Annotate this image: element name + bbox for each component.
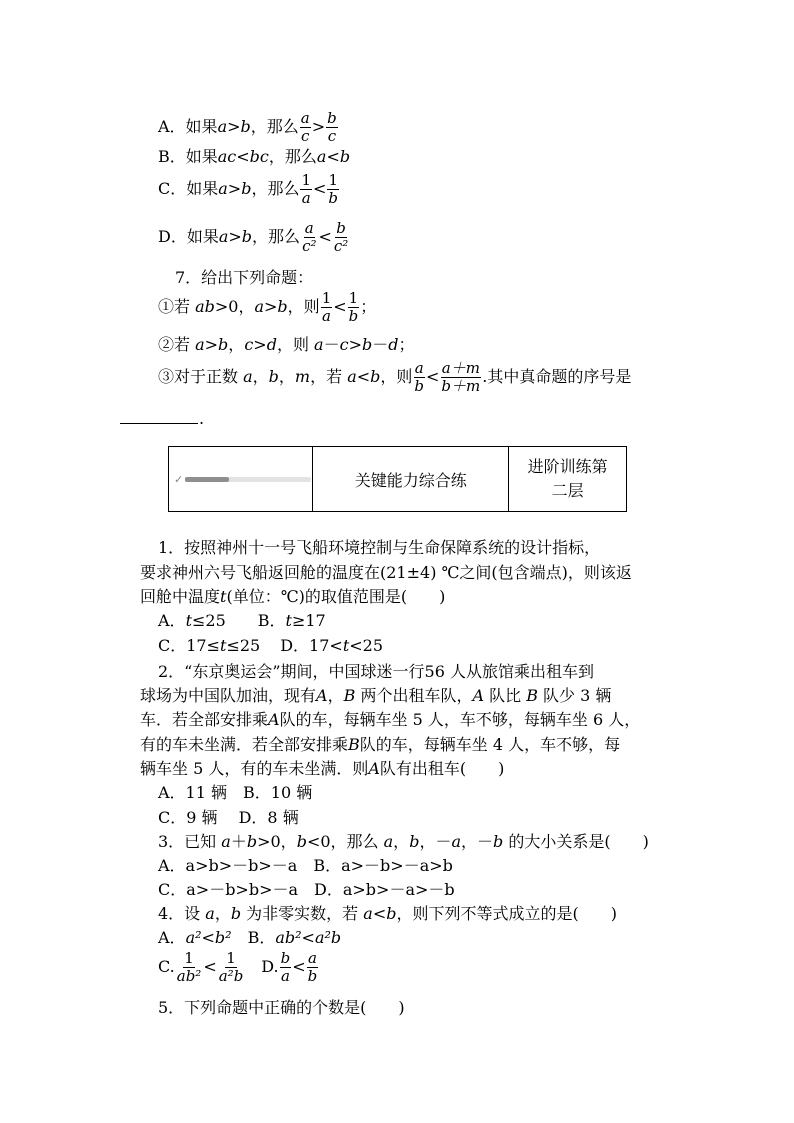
question-3-stem: 3．已知 a＋b>0，b<0，那么 a，b，－a，－b 的大小关系是( ) (158, 832, 649, 851)
question-1-line-2: 要求神州六号飞船返回舱的温度在(21±4) ℃之间(包含端点)，则该返 (140, 563, 632, 582)
fraction: $\frac{1}{a}$ (301, 171, 312, 207)
proposition-3: ③对于正数 a，b，m，若 a<b，则 $\frac{a}{b}$ < $\frac{a+m}{b+m}$ .其中真命题的序号是 (158, 359, 632, 395)
question-1-line-1: 1．按照神州十一号飞船环境控制与生命保障系统的设计指标， (158, 538, 601, 557)
option-b: B．如果ac<bc，那么a<b (158, 147, 351, 166)
question-2-options-ab: A．11 辆 B．10 辆 (158, 783, 313, 802)
question-4-options-cd: C. $\frac{1}{\text{ab²}}$ < $\frac{1}{\text{a²b}}$ D. $\frac{b}{a}$ < $\frac{a}{b}$ (158, 949, 318, 985)
progress-fill (185, 477, 229, 482)
check-icon: ✓ (174, 472, 184, 486)
fraction: $\frac{b}{a}$ (280, 949, 291, 985)
fraction: $\frac{b}{\text{c²}}$ (333, 219, 349, 255)
question-2-options-cd: C．9 辆 D．8 辆 (158, 808, 299, 827)
progress-cell (169, 447, 313, 512)
question-2-line-1: 2．“东京奥运会”期间，中国球迷一行56 人从旅馆乘出租车到 (158, 662, 594, 681)
question-4-options-ab: A．a²<b² B．ab²<a²b (158, 928, 342, 947)
fraction: $\frac{1}{b}$ (328, 171, 339, 207)
question-1-options-ab: A．t≤25 B．t≥17 (158, 611, 326, 630)
fraction: $\frac{a}{c}$ (300, 109, 310, 145)
question-7-stem: 7．给出下列命题： (175, 268, 314, 287)
option-d: D．如果a>b，那么 $\frac{a}{\text{c²}}$ < $\frac{b}{\text{c²}}$ (158, 219, 349, 255)
question-4-stem: 4．设 a，b 为非零实数，若 a<b，则下列不等式成立的是( ) (158, 904, 617, 923)
proposition-2: ②若 a>b，c>d，则 a－c>b－d； (158, 335, 415, 354)
fraction: $\frac{a}{\text{c²}}$ (302, 219, 317, 255)
option-c: C．如果a>b，那么 $\frac{1}{a}$ < $\frac{1}{b}$ (158, 171, 339, 207)
fraction: $\frac{1}{a}$ (321, 289, 332, 325)
fraction: $\frac{b}{c}$ (327, 109, 337, 145)
section-title: 关键能力综合练 (313, 447, 509, 512)
fraction: $\frac{1}{b}$ (348, 289, 359, 325)
question-2-line-3: 车．若全部安排乘A队的车，每辆车坐 5 人，车不够，每辆车坐 6 人， (140, 710, 641, 729)
fraction: $\frac{a}{b}$ (414, 359, 425, 395)
question-2-line-5: 辆车坐 5 人，有的车未坐满．则A队有出租车( ) (140, 759, 505, 778)
question-3-options-cd: C．a>－b>b>－a D．a>b>－a>－b (158, 880, 455, 899)
question-1-options-cd: C．17≤t≤25 D．17<t<25 (158, 636, 384, 655)
section-banner (168, 446, 627, 512)
fraction: $\frac{1}{\text{ab²}}$ (176, 949, 202, 985)
question-2-line-4: 有的车未坐满．若全部安排乘B队的车，每辆车坐 4 人，车不够，每 (140, 735, 621, 754)
fraction: $\frac{a+m}{b+m}$ (441, 359, 481, 395)
question-3-options-ab: A．a>b>－b>－a B．a>－b>－a>b (158, 856, 453, 875)
section-level: 进阶训练第 二层 (509, 447, 627, 512)
option-a: A．如果a>b，那么 $\frac{a}{c}$ > $\frac{b}{c}$ (158, 109, 337, 145)
progress-bar (185, 477, 311, 482)
answer-blank[interactable] (120, 423, 198, 424)
question-5-stem: 5．下列命题中正确的个数是( ) (158, 998, 405, 1017)
proposition-1: ①若 ab>0，a>b，则 $\frac{1}{a}$ < $\frac{1}{b}$ ； (158, 289, 377, 325)
question-2-line-2: 球场为中国队加油，现有A，B 两个出租车队，A 队比 B 队少 3 辆 (140, 686, 612, 705)
question-1-line-3: 回舱中温度t(单位：℃)的取值范围是( ) (140, 587, 446, 606)
fraction: $\frac{a}{b}$ (307, 949, 318, 985)
blank-period: . (199, 409, 205, 428)
fraction: $\frac{1}{\text{a²b}}$ (218, 949, 244, 985)
